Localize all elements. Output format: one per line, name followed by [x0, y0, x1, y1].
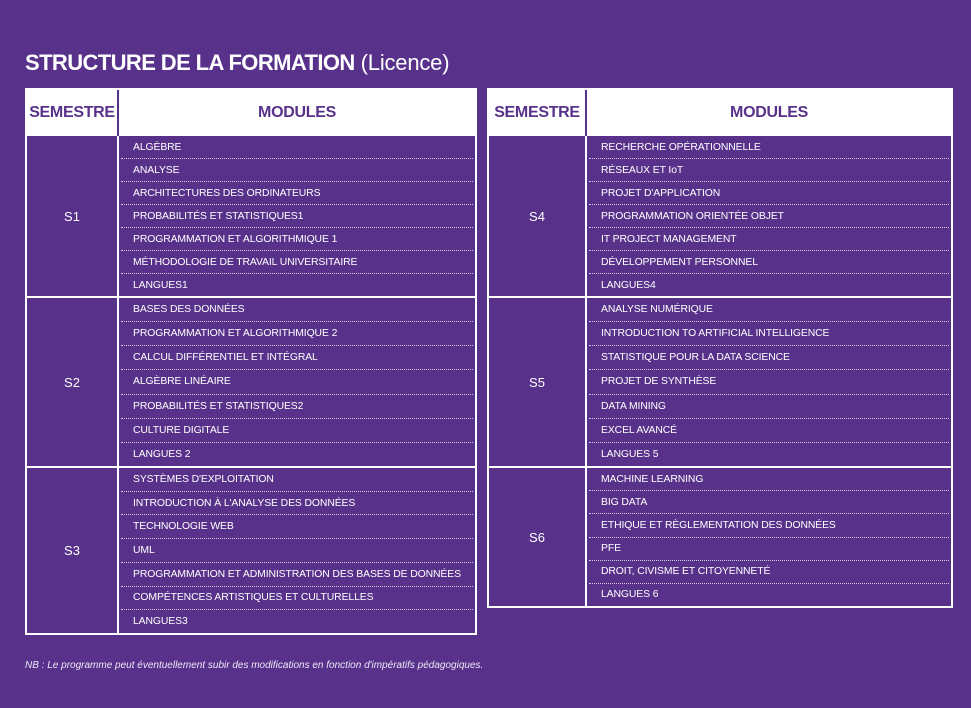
module-item: PFE	[589, 538, 949, 561]
module-item: PROBABILITÉS ET STATISTIQUES2	[121, 395, 473, 419]
module-item: PROJET DE SYNTHÈSE	[589, 370, 949, 394]
module-item: STATISTIQUE POUR LA DATA SCIENCE	[589, 346, 949, 370]
module-item: SYSTÈMES D'EXPLOITATION	[121, 468, 473, 492]
semester-label: S1	[27, 136, 119, 296]
module-item: LANGUES 5	[601, 448, 659, 460]
module-list	[587, 136, 951, 296]
curriculum-table-right	[487, 88, 953, 608]
module-list	[119, 298, 475, 466]
module-item: ALGÈBRE LINÉAIRE	[121, 370, 473, 394]
module-item: BIG DATA	[589, 491, 949, 514]
semester-label: S6	[489, 468, 587, 606]
semester-label: S4	[489, 136, 587, 296]
semester-group	[27, 136, 475, 296]
title-sub: (Licence)	[360, 50, 450, 75]
module-item: PROGRAMMATION ET ALGORITHMIQUE 1	[121, 228, 473, 251]
module-item: CULTURE DIGITALE	[121, 419, 473, 443]
module-item: PROJET D'APPLICATION	[589, 182, 949, 205]
module-item: PROGRAMMATION ORIENTÉE OBJET	[589, 205, 949, 228]
module-item: LANGUES4	[601, 279, 656, 291]
semester-group	[489, 466, 951, 606]
module-item: EXCEL AVANCÉ	[589, 419, 949, 443]
title-main: STRUCTURE DE LA FORMATION	[25, 50, 355, 75]
module-item: RECHERCHE OPÉRATIONNELLE	[589, 136, 949, 159]
module-item: LANGUES 2	[133, 448, 191, 460]
module-item: LANGUES1	[133, 279, 188, 291]
module-item: MACHINE LEARNING	[589, 468, 949, 491]
module-item: UML	[121, 539, 473, 563]
module-item: ARCHITECTURES DES ORDINATEURS	[121, 182, 473, 205]
semester-group	[489, 136, 951, 296]
module-item: TECHNOLOGIE WEB	[121, 515, 473, 539]
module-item: ETHIQUE ET RÈGLEMENTATION DES DONNÉES	[589, 514, 949, 537]
footnote: NB : Le programme peut éventuellement subir des modifications en fonction d'impératifs pédagogiques.	[25, 660, 484, 671]
page-title	[25, 48, 449, 78]
module-item: INTRODUCTION TO ARTIFICIAL INTELLIGENCE	[589, 322, 949, 346]
module-item: LANGUES 6	[601, 589, 659, 601]
table-header	[27, 90, 475, 136]
header-semestre: SEMESTRE	[489, 90, 587, 136]
header-modules: MODULES	[258, 104, 336, 121]
module-item: IT PROJECT MANAGEMENT	[589, 228, 949, 251]
module-list	[119, 136, 475, 296]
table-header	[489, 90, 951, 136]
semester-label: S2	[27, 298, 119, 466]
module-item: RÉSEAUX ET IoT	[589, 159, 949, 182]
header-semestre: SEMESTRE	[27, 90, 119, 136]
module-list	[587, 468, 951, 606]
module-item: BASES DES DONNÉES	[121, 298, 473, 322]
module-item: ANALYSE	[121, 159, 473, 182]
curriculum-table-left	[25, 88, 477, 635]
module-item: INTRODUCTION À L'ANALYSE DES DONNÉES	[121, 492, 473, 516]
module-item: MÉTHODOLOGIE DE TRAVAIL UNIVERSITAIRE	[121, 251, 473, 274]
header-modules: MODULES	[730, 104, 808, 121]
module-list	[119, 468, 475, 633]
semester-group	[27, 296, 475, 466]
module-item: DROIT, CIVISME ET CITOYENNETÉ	[589, 561, 949, 584]
semester-label: S3	[27, 468, 119, 633]
semester-group	[489, 296, 951, 466]
semester-label: S5	[489, 298, 587, 466]
module-list	[587, 298, 951, 466]
module-item: DÉVELOPPEMENT PERSONNEL	[589, 251, 949, 274]
module-item: DATA MINING	[589, 395, 949, 419]
module-item: PROGRAMMATION ET ALGORITHMIQUE 2	[121, 322, 473, 346]
module-item: PROBABILITÉS ET STATISTIQUES1	[121, 205, 473, 228]
module-item: ANALYSE NUMÉRIQUE	[589, 298, 949, 322]
module-item: PROGRAMMATION ET ADMINISTRATION DES BASES DE DONNÉES	[121, 563, 473, 587]
semester-group	[27, 466, 475, 633]
module-item: ALGÈBRE	[121, 136, 473, 159]
module-item: COMPÉTENCES ARTISTIQUES ET CULTURELLES	[121, 587, 473, 611]
module-item: LANGUES3	[133, 616, 188, 628]
module-item: CALCUL DIFFÉRENTIEL ET INTÉGRAL	[121, 346, 473, 370]
